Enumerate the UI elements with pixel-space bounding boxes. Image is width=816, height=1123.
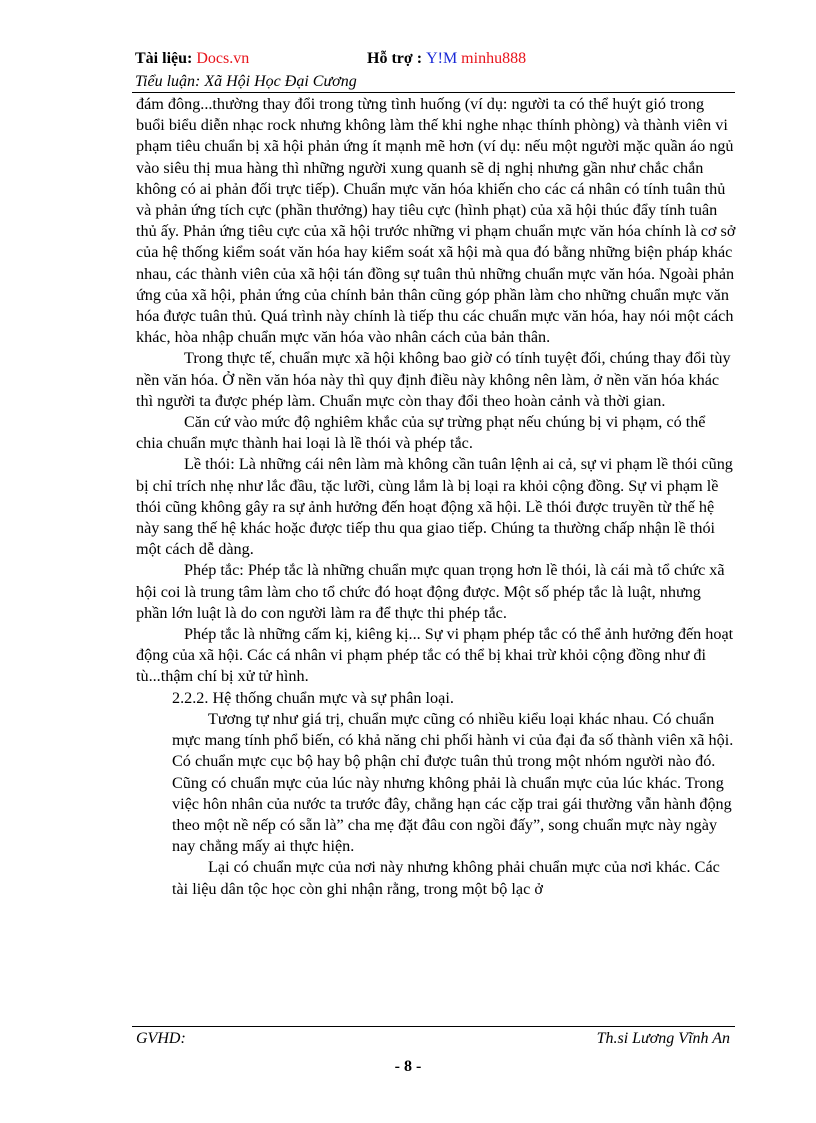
sub-paragraph: Lại có chuẩn mực của nơi này nhưng không phải chuẩn mực của nơi khác. Các tài liệu dân tộc học còn ghi nhận rằng, trong một bộ lạc ở [172, 858, 720, 898]
paragraph: Phép tắc là những cấm kị, kiêng kị... Sự vi phạm phép tắc có thể ảnh hưởng đến hoạt động của xã hội. Các cá nhân vi phạm phép tắc có thể bị khai trừ khỏi cộng đồng như đi tù...thậm chí bị xử tử hình. [136, 625, 734, 686]
document-body [136, 94, 736, 900]
support-ym[interactable]: Y!M [426, 50, 458, 67]
header-source-line: Tài liệu: Docs.vn Hỗ trợ : Y!M minhu888 [135, 50, 527, 67]
page-number: - 8 - [394, 1058, 422, 1075]
paragraph: Căn cứ vào mức độ nghiêm khắc của sự trừng phạt nếu chúng bị vi phạm, có thể chia chuẩn mực thành hai loại là lề thói và phép tắc. [136, 413, 706, 453]
paragraph: Trong thực tế, chuẩn mực xã hội không bao giờ có tính tuyệt đối, chúng thay đổi tùy nền văn hóa. Ở nền văn hóa này thì quy định điều này không nên làm, ở nền văn hóa khác thì người ta được phép làm. Chuẩn mực còn thay đổi theo hoàn cảnh và thời gian. [136, 349, 731, 410]
doc-site-link[interactable]: Docs.vn [196, 50, 250, 67]
paragraph: Lề thói: Là những cái nên làm mà không cần tuân lệnh ai cả, sự vi phạm lề thói cũng bị chỉ trích nhẹ như lắc đầu, tặc lưỡi, cùng lắm là bị loại ra khỏi cộng đồng. Sự vi phạm lề thói cũng không gây ra sự ảnh hưởng đến hoạt động xã hội. Lề thói được truyền từ thế hệ này sang thế hệ khác hoặc được tiếp thu qua giao tiếp. Chúng ta thường chấp nhận lề thói một cách dễ dàng. [136, 455, 733, 559]
footer-divider [132, 1026, 735, 1027]
support-label: Hỗ trợ [367, 50, 413, 67]
page-header [135, 50, 735, 91]
page-footer [136, 1030, 730, 1048]
support-info: Hỗ trợ : Y!M minhu888 [367, 50, 527, 67]
footer-advisor-label: GVHD: [136, 1030, 186, 1047]
footer-advisor-name: Th.si Lương Vĩnh An [596, 1030, 730, 1047]
support-user[interactable]: minhu888 [461, 50, 527, 67]
paragraph: Phép tắc: Phép tắc là những chuẩn mực quan trọng hơn lề thói, là cái mà tổ chức xã hội coi là trung tâm làm cho tổ chức đó hoạt động được. Một số phép tắc là luật, nhưng phần lớn luật là do con người làm ra để thực thi phép tắc. [136, 561, 725, 622]
doc-label: Tài liệu [135, 50, 188, 67]
header-divider [132, 92, 735, 93]
section-heading: 2.2.2. Hệ thống chuẩn mực và sự phân loại. [172, 688, 454, 707]
paragraph: đám đông...thường thay đổi trong từng tình huống (ví dụ: người ta có thể huýt gió trong buổi biểu diễn nhạc rock nhưng không làm thế khi nghe nhạc thính phòng) và thành viên vi phạm tiêu chuẩn bị xã hội phản ứng ít mạnh mẽ hơn (ví dụ: nếu một người mặc quần áo ngủ vào siêu thị mua hàng thì những người xung quanh sẽ dị nghị nhưng gần như chắc chắn không có ai phản đối trực tiếp). Chuẩn mực văn hóa khiến cho các cá nhân có tính tuân thủ và phản ứng tích cực (phần thưởng) hay tiêu cực (hình phạt) của xã hội thúc đẩy tính tuân thủ ấy. Phản ứng tiêu cực của xã hội trước những vi phạm chuẩn mực văn hóa chính là cơ sở của hệ thống kiểm soát văn hóa hay kiểm soát xã hội mà qua đó bằng những biện pháp khác nhau, các thành viên của xã hội tán đồng sự tuân thủ những chuẩn mực văn hóa. Ngoài phản ứng của xã hội, phản ứng của chính bản thân cũng góp phần làm cho những chuẩn mực văn hóa được tuân thủ. Quá trình này chính là tiếp thu các chuẩn mực văn hóa, hay nói một cách khác, hòa nhập chuẩn mực văn hóa vào nhân cách của bản thân. [136, 95, 736, 347]
sub-paragraph: Tương tự như giá trị, chuẩn mực cũng có nhiều kiểu loại khác nhau. Có chuẩn mực mang tính phổ biến, có khả năng chi phối hành vi của đại đa số thành viên xã hội. Có chuẩn mực cục bộ hay bộ phận chỉ được tuân thủ trong một nhóm người nào đó. Cũng có chuẩn mực của lúc này nhưng không phải là chuẩn mực của lúc khác. Trong việc hôn nhân của nước ta trước đây, chẳng hạn các cặp trai gái thường vẫn hành động theo một nề nếp có sẵn là” cha mẹ đặt đâu con ngồi đấy”, song chuẩn mực này ngày nay chẳng mấy ai thực hiện. [172, 709, 734, 856]
document-subtitle: Tiểu luận: Xã Hội Học Đại Cương [135, 73, 357, 90]
